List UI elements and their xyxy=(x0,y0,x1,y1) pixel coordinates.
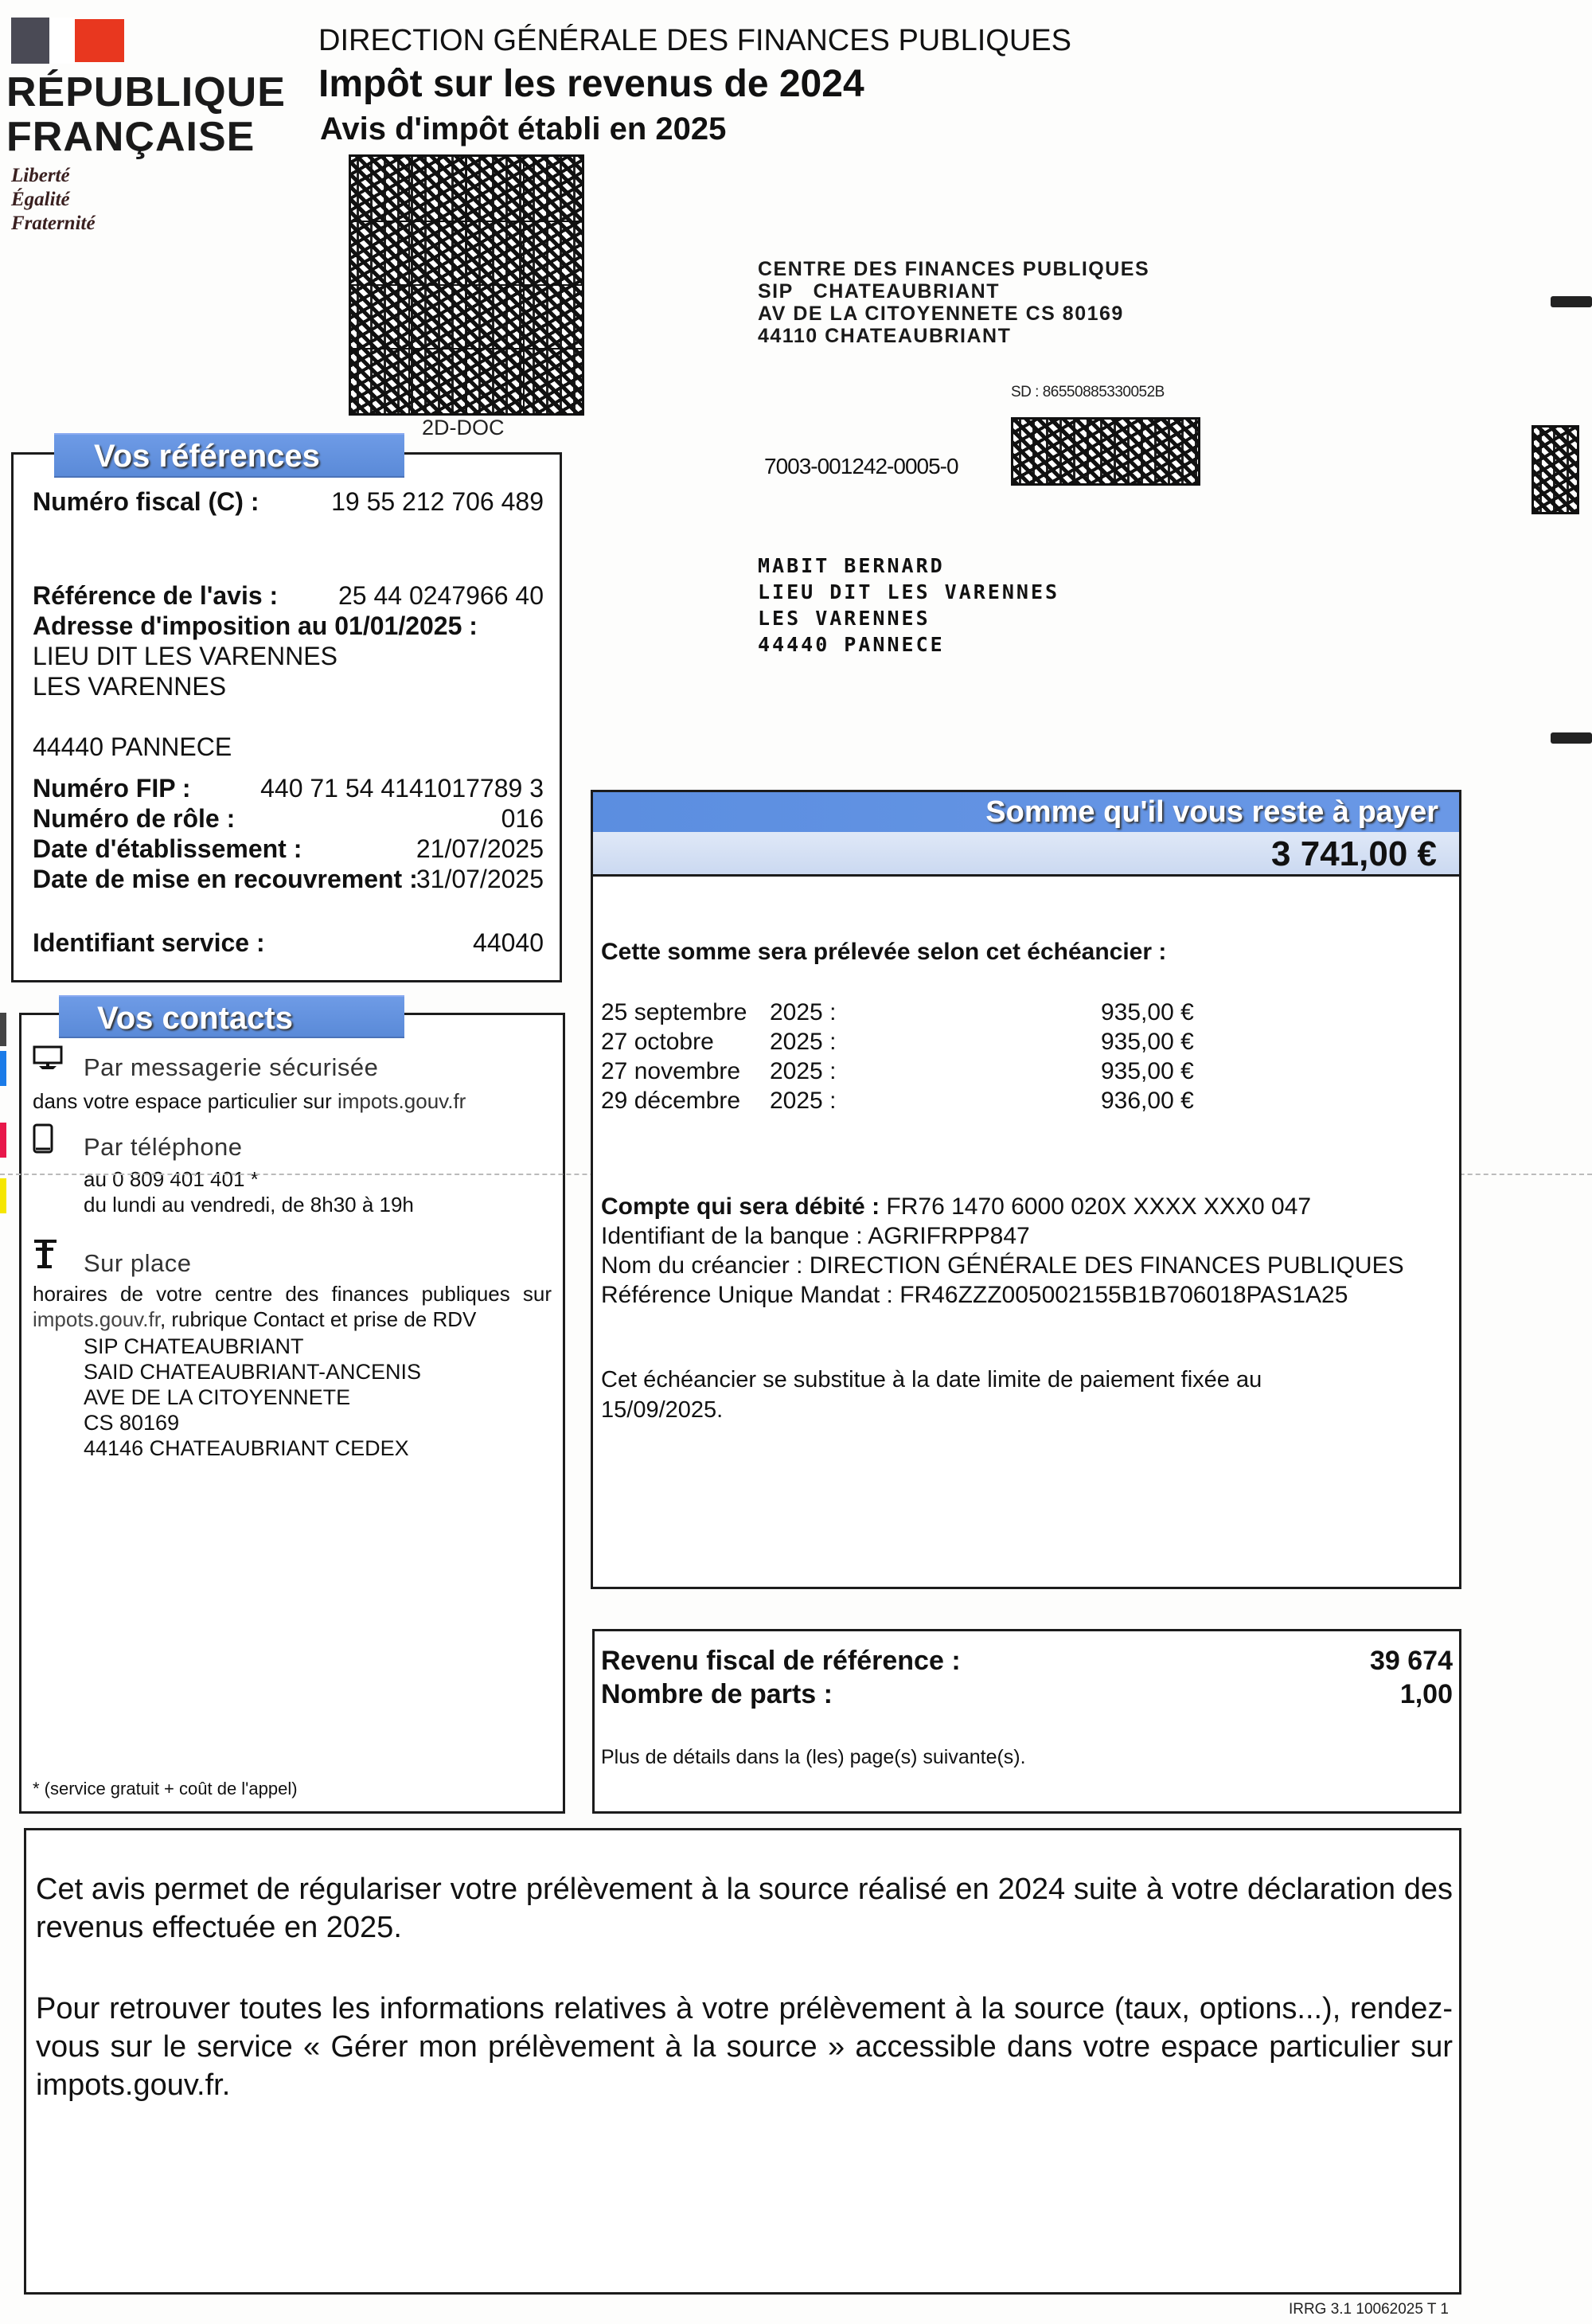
info-paragraph-1: Cet avis permet de régulariser votre prélèvement à la source réalisé en 2024 suite à votre déclaration des revenus effectuée en 2025. xyxy=(36,1873,1453,1944)
motto xyxy=(11,164,96,236)
print-mark-yellow xyxy=(0,1178,6,1213)
compte-label: Compte qui sera débité : xyxy=(601,1193,880,1220)
ref-avis-label: Référence de l'avis : xyxy=(33,581,279,610)
references-title: Vos références xyxy=(54,433,404,478)
numero-fiscal-value: 19 55 212 706 489 xyxy=(331,487,544,516)
messagerie-desc: dans votre espace particulier sur xyxy=(33,1089,338,1113)
place-address xyxy=(84,1334,421,1461)
schedule-row xyxy=(601,1027,1238,1057)
schedule-year: 2025 : xyxy=(770,999,837,1025)
motto-fraternite: Fraternité xyxy=(11,213,96,234)
building-icon xyxy=(33,1238,58,1270)
amount-due: 3 741,00 € xyxy=(1271,834,1437,873)
fold-mark xyxy=(1551,296,1592,307)
sender-line: CENTRE DES FINANCES PUBLIQUES xyxy=(758,258,1150,280)
sender-line: SIP CHATEAUBRIANT xyxy=(758,280,1000,303)
impots-link[interactable]: impots.gouv.fr xyxy=(337,1089,466,1113)
place-text: horaires de votre centre des finances publiques sur xyxy=(33,1282,552,1306)
adresse-line: 44440 PANNECE xyxy=(33,732,232,761)
role-label: Numéro de rôle : xyxy=(33,804,236,833)
print-mark-black xyxy=(0,1013,6,1046)
2d-doc-label: 2D-DOC xyxy=(422,416,505,439)
schedule-date: 29 décembre xyxy=(601,1088,741,1114)
fip-label: Numéro FIP : xyxy=(33,774,191,803)
date-recouv-value: 31/07/2025 xyxy=(416,865,544,893)
info-panel xyxy=(24,1828,1461,2295)
schedule-amount: 935,00 € xyxy=(1101,999,1194,1025)
schedule-amount: 935,00 € xyxy=(1101,1029,1194,1055)
substitution-text: Cet échéancier se substitue à la date limite de paiement fixée au xyxy=(601,1367,1262,1392)
print-mark-cyan xyxy=(0,1051,6,1086)
side-datamatrix xyxy=(1532,425,1579,514)
substitution-date: 15/09/2025. xyxy=(601,1397,724,1423)
place-address-line: 44146 CHATEAUBRIANT CEDEX xyxy=(84,1436,409,1460)
impots-link[interactable]: impots.gouv.fr xyxy=(33,1307,160,1331)
recipient-line: LIEU DIT LES VARENNES xyxy=(758,580,1060,603)
motto-egalite: Égalité xyxy=(11,189,70,210)
sender-line: 44110 CHATEAUBRIANT xyxy=(758,325,1012,347)
recipient-line: MABIT BERNARD xyxy=(758,554,945,577)
mail-datamatrix xyxy=(1011,417,1200,486)
page-subtitle: Avis d'impôt établi en 2025 xyxy=(320,111,727,146)
payment-amount-band xyxy=(593,832,1459,877)
adresse-line: LES VARENNES xyxy=(33,672,227,701)
form-code: IRRG 3.1 10062025 T 1 xyxy=(1288,2301,1449,2318)
schedule-amount: 935,00 € xyxy=(1101,1058,1194,1084)
schedule-year: 2025 : xyxy=(770,1088,837,1114)
recipient-line: 44440 PANNECE xyxy=(758,633,945,656)
sender-line: AV DE LA CITOYENNETE CS 80169 xyxy=(758,303,1124,325)
rfr-value: 39 674 xyxy=(1370,1646,1453,1676)
service-label: Identifiant service : xyxy=(33,928,265,957)
place-address-line: SAID CHATEAUBRIANT-ANCENIS xyxy=(84,1360,422,1384)
numero-fiscal-label: Numéro fiscal (C) : xyxy=(33,487,259,516)
schedule-row xyxy=(601,998,1238,1027)
date-etab-label: Date d'établissement : xyxy=(33,834,302,863)
place-rubrique: , rubrique Contact et prise de RDV xyxy=(159,1307,477,1331)
motto-liberte: Liberté xyxy=(11,165,70,186)
telephone-number[interactable]: au 0 809 401 401 * xyxy=(84,1167,259,1191)
adresse-line: LIEU DIT LES VARENNES xyxy=(33,642,338,670)
schedule-row xyxy=(601,1086,1238,1115)
computer-icon xyxy=(33,1045,63,1076)
recipient-address xyxy=(758,553,1059,658)
republique-francaise-wordmark xyxy=(6,70,286,159)
adresse-label: Adresse d'imposition au 01/01/2025 : xyxy=(33,611,478,640)
payment-title: Somme qu'il vous reste à payer xyxy=(593,792,1459,832)
schedule-date: 27 novembre xyxy=(601,1058,741,1084)
rum: Référence Unique Mandat : FR46ZZZ005002155B1B706018PAS1A25 xyxy=(601,1282,1348,1308)
fip-value: 440 71 54 4141017789 3 xyxy=(260,774,544,803)
schedule-intro: Cette somme sera prélevée selon cet échéancier : xyxy=(601,939,1167,965)
details-text: Plus de détails dans la (les) page(s) suivante(s). xyxy=(601,1746,1026,1768)
place-address-line: CS 80169 xyxy=(84,1411,180,1435)
rfr-label: Revenu fiscal de référence : xyxy=(601,1646,961,1676)
date-recouv-label: Date de mise en recouvrement : xyxy=(33,865,418,893)
creancier: Nom du créancier : DIRECTION GÉNÉRALE DES FINANCES PUBLIQUES xyxy=(601,1252,1404,1279)
references-panel xyxy=(11,452,562,982)
schedule-date: 25 septembre xyxy=(601,999,747,1025)
wordmark-line-2: FRANÇAISE xyxy=(6,114,256,160)
contacts-panel xyxy=(19,1013,565,1814)
mail-reference: 7003-001242-0005-0 xyxy=(764,454,958,478)
place-address-line: AVE DE LA CITOYENNETE xyxy=(84,1385,351,1409)
place-text-2 xyxy=(33,1307,476,1332)
place-address-line: SIP CHATEAUBRIANT xyxy=(84,1334,304,1358)
banque-id: Identifiant de la banque : AGRIFRPP847 xyxy=(601,1223,1030,1249)
recipient-line: LES VARENNES xyxy=(758,607,931,630)
marianne-logo xyxy=(11,18,115,64)
fold-mark xyxy=(1551,732,1592,744)
messagerie-text xyxy=(33,1088,466,1114)
telephone-hours: du lundi au vendredi, de 8h30 à 19h xyxy=(84,1193,414,1217)
footnote: * (service gratuit + coût de l'appel) xyxy=(33,1779,298,1799)
print-mark-magenta xyxy=(0,1123,6,1158)
info-paragraph-2: Pour retrouver toutes les informations relatives à votre prélèvement à la source (taux, options...), rendez-vous sur le service « Gérer mon prélèvement à la source » accessible dans votre espace particulier sur impots.gouv.fr. xyxy=(36,1992,1453,2102)
direction-name: DIRECTION GÉNÉRALE DES FINANCES PUBLIQUES xyxy=(318,24,1071,57)
date-etab-value: 21/07/2025 xyxy=(416,834,544,863)
telephone-title: Par téléphone xyxy=(84,1133,243,1161)
ref-avis-value: 25 44 0247966 40 xyxy=(338,581,544,610)
service-value: 44040 xyxy=(473,928,544,957)
schedule-date: 27 octobre xyxy=(601,1029,714,1055)
payment-panel xyxy=(591,790,1461,1589)
sender-address xyxy=(758,258,1149,347)
schedule-amount: 936,00 € xyxy=(1101,1088,1194,1114)
2d-doc-barcode xyxy=(349,154,584,416)
schedule-year: 2025 : xyxy=(770,1058,837,1084)
wordmark-line-1: RÉPUBLIQUE xyxy=(6,69,286,115)
contacts-title: Vos contacts xyxy=(59,995,404,1038)
phone-icon xyxy=(33,1123,55,1155)
compte-row xyxy=(601,1192,1311,1221)
compte-value: FR76 1470 6000 020X XXXX XXX0 047 xyxy=(880,1193,1312,1220)
role-value: 016 xyxy=(501,804,544,833)
revenu-panel xyxy=(592,1629,1461,1814)
place-title: Sur place xyxy=(84,1249,192,1277)
schedule-year: 2025 : xyxy=(770,1029,837,1055)
schedule-row xyxy=(601,1057,1238,1086)
parts-label: Nombre de parts : xyxy=(601,1679,833,1709)
sd-code: SD : 86550885330052B xyxy=(1011,384,1165,400)
messagerie-title: Par messagerie sécurisée xyxy=(84,1053,379,1081)
page-title: Impôt sur les revenus de 2024 xyxy=(318,63,864,105)
parts-value: 1,00 xyxy=(1399,1679,1453,1709)
